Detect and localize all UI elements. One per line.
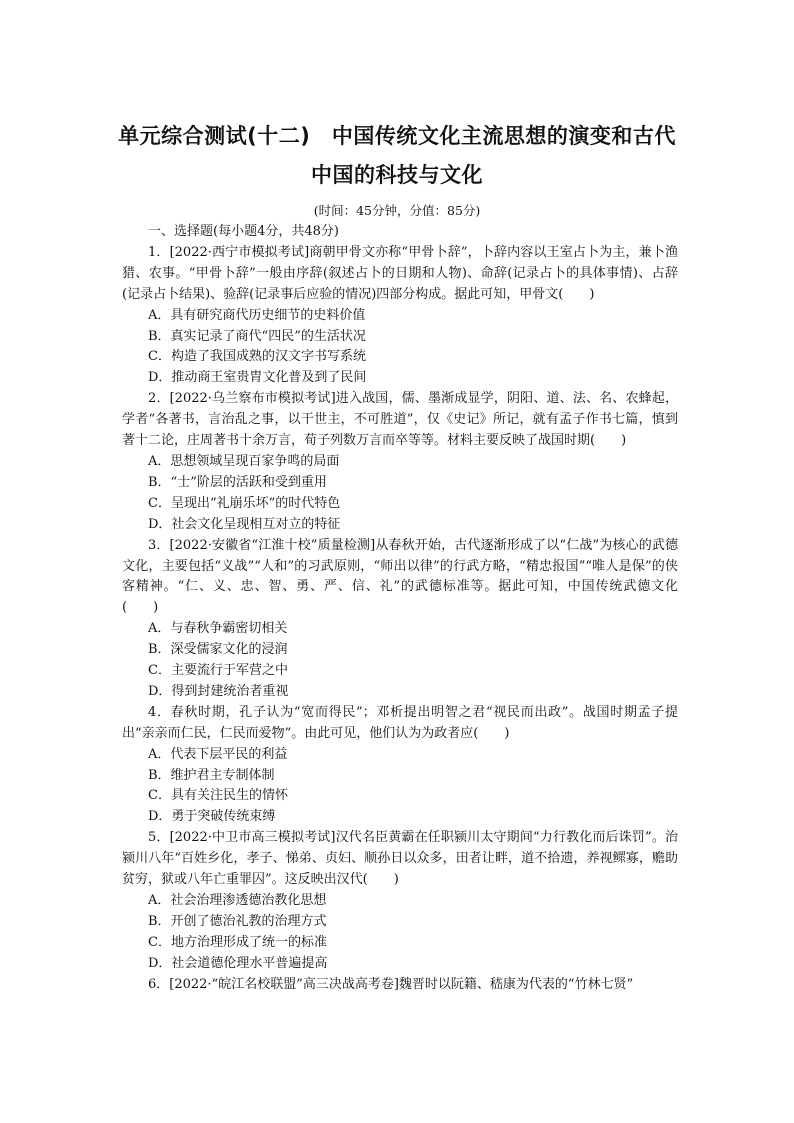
- exam-time-and-score: (时间：45分钟，分值：85分): [313, 203, 481, 218]
- question-4-option-b: B．维护君主专制体制: [148, 767, 275, 783]
- question-1-option-d: D．推动商王室贵胄文化普及到了民间: [148, 370, 367, 386]
- exam-body: [122, 222, 678, 996]
- question-3-option-b: B．深受儒家文化的浸润: [148, 642, 288, 658]
- question-5-stem: 5．[2022·中卫市高三模拟考试]汉代名臣黄霸在任职颍川太守期间“力行教化而后诛罚”。治颍川八年“百姓乡化，孝子、悌弟、贞妇、顺孙日以众多，田者让畔，道不拾遗，养视鳏寡，赡助贫穷，狱或八年亡重罪囚”。这反映出汉代( ): [122, 830, 678, 888]
- question-5-option-b: B．开创了德治礼教的治理方式: [148, 913, 327, 929]
- question-6-stem: 6．[2022·“皖江名校联盟”高三决战高考卷]魏晋时以阮籍、嵇康为代表的“竹林七贤”: [148, 976, 634, 992]
- question-1-stem: 1．[2022·西宁市模拟考试]商朝甲骨文亦称“甲骨卜辞”，卜辞内容以王室占卜为主，兼卜渔猎、农事。“甲骨卜辞”一般由序辞(叙述占卜的日期和人物)、命辞(记录占卜的具体事情)、占辞(记录占卜结果)、验辞(记录事后应验的情况)四部分构成。据此可知，甲骨文( ): [122, 244, 678, 302]
- question-2-stem: 2．[2022·乌兰察布市模拟考试]进入战国，儒、墨渐成显学，阴阳、道、法、名、农蜂起，学者“各著书，言治乱之事，以干世主，不可胜道”，仅《史记》所记，就有孟子作书七篇，慎到著十二论，庄周著书十余万言，荀子列数万言而卒等等。材料主要反映了战国时期( ): [122, 391, 678, 449]
- section-heading: 一、选择题(每小题4分，共48分): [148, 224, 339, 239]
- question-3-option-d: D．得到封建统治者重视: [148, 683, 289, 699]
- question-2-option-a: A．思想领域呈现百家争鸣的局面: [148, 453, 340, 469]
- question-1-option-b: B．真实记录了商代“四民”的生活状况: [148, 328, 366, 344]
- question-4-option-c: C．具有关注民生的情怀: [148, 788, 288, 804]
- question-5-option-d: D．社会道德伦理水平普遍提高: [148, 955, 328, 971]
- question-4-option-a: A．代表下层平民的利益: [148, 746, 288, 762]
- question-4-option-d: D．勇于突破传统束缚: [148, 809, 276, 825]
- question-3-stem: 3．[2022·安徽省“江淮十校”质量检测]从春秋开始，古代逐渐形成了以“仁战”为核心的武德文化，主要包括“义战”“人和”的习武原则，“师出以律”的行武方略，“精忠报国”“唯人是保”的侠客精神。“仁、义、忠、智、勇、严、信、礼”的武德标准等。据此可知，中国传统武德文化( ): [122, 537, 678, 616]
- page-title-line-1: 单元综合测试(十二) 中国传统文化主流思想的演变和古代: [118, 124, 676, 148]
- question-3-option-a: A．与春秋争霸密切相关: [148, 621, 288, 637]
- question-2-option-b: B．“士”阶层的活跃和受到重用: [148, 474, 327, 490]
- question-1-option-c: C．构造了我国成熟的汉文字书写系统: [148, 349, 366, 365]
- question-5-option-a: A．社会治理渗透德治教化思想: [148, 893, 327, 908]
- question-4-stem: 4．春秋时期，孔子认为“宽而得民”；邓析提出明智之君“视民而出政”。战国时期孟子提出“亲亲而仁民，仁民而爱物”。由此可见，他们认为为政者应( ): [122, 704, 678, 741]
- question-2-option-c: C．呈现出“礼崩乐坏”的时代特色: [148, 495, 341, 511]
- question-3-option-c: C．主要流行于军营之中: [148, 663, 288, 679]
- page-title-line-2: 中国的科技与文化: [311, 163, 483, 187]
- question-1-option-a: A．具有研究商代历史细节的史料价值: [148, 307, 366, 323]
- question-2-option-d: D．社会文化呈现相互对立的特征: [148, 516, 341, 532]
- question-5-option-c: C．地方治理形成了统一的标准: [148, 934, 327, 950]
